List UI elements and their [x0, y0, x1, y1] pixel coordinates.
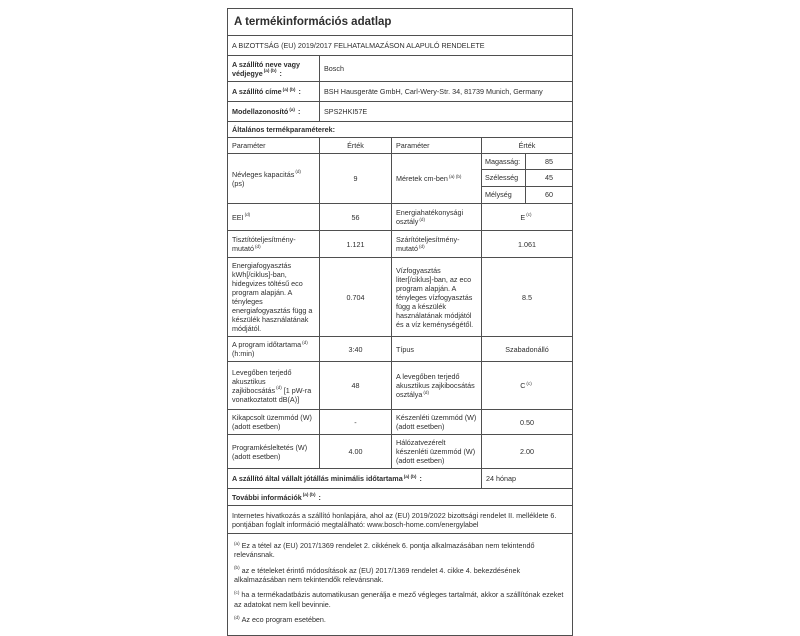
model-identifier-value: SPS2HKI57E — [324, 107, 368, 116]
regulation-row — [228, 36, 572, 56]
page-title: A termékinformációs adatlap — [234, 15, 392, 28]
footnote-marker: (d) — [276, 385, 282, 391]
param-duration-value: 3:40 — [320, 337, 392, 361]
title-row — [228, 9, 572, 36]
param-networked-standby-label: Hálózatvezérelt készenléti üzemmód (W) (adott esetben) — [392, 435, 482, 468]
footnotes-row — [228, 534, 572, 635]
footnote-marker: (c) — [234, 590, 240, 596]
footnote-marker: (c) — [526, 380, 532, 386]
supplier-name-label: A szállító neve vagy védjegye$^{(a) (b)}$ : — [228, 56, 320, 81]
column-header-parameter-2: Paraméter — [392, 138, 482, 153]
param-energy-class-label: Energiahatékonysági osztály$^{(d)}$ — [392, 204, 482, 230]
dimension-height-value: 85 — [545, 157, 553, 167]
delaystart-networked-row — [228, 435, 572, 469]
param-drying-index-value: 1.061 — [518, 239, 536, 249]
website-note-row — [228, 506, 572, 534]
param-energy-consumption-value: 0.704 — [320, 258, 392, 336]
param-standby-value: 0.50 — [520, 417, 534, 427]
param-energy-consumption-label: Energiafogyasztás kWh[/ciklus]-ban, hidegvizes töltésű eco program alapján. A tényleges energiafogyasztás függ a készülék használatának módjától. — [228, 258, 320, 336]
footnote-marker: (a) (b) — [448, 173, 462, 179]
footnote-marker: (d) — [419, 216, 425, 222]
supplier-address-row — [228, 82, 572, 102]
dimension-width-value: 45 — [545, 173, 553, 183]
product-information-sheet — [227, 8, 573, 636]
footnote-d: $^{(d)}$ Az eco program esetében. — [234, 614, 326, 625]
footnote-a: $^{(a)}$ Ez a tétel az (EU) 2017/1369 rendelet 2. cikkének 6. pontja alkalmazásában nem tekintendő relevánsnak. — [234, 540, 535, 560]
param-off-mode-value: - — [320, 410, 392, 434]
param-drying-index-label: Szárítóteljesítmény-mutató$^{(d)}$ — [392, 231, 482, 257]
general-parameters-section-row — [228, 122, 572, 138]
footnote-b: $^{(b)}$ az e tételeket érintő módosítások az (EU) 2017/1369 rendelet 4. cikke 4. bekezdésének alkalmazásában nem tekintendők relevánsnak. — [234, 565, 521, 585]
param-noise-label: Levegőben terjedő akusztikus zajkibocsátás$^{(d)}$ [1 pW-ra vonatkoztatott dB(A)] — [228, 362, 320, 409]
footnote-marker: (b) — [234, 565, 240, 571]
footnote-marker: (a) (b) — [282, 86, 296, 92]
footnotes-block — [228, 534, 572, 635]
capacity-dimensions-row — [228, 154, 572, 204]
regulation-subtitle: A BIZOTTSÁG (EU) 2019/2017 FELHATALMAZÁSON ALAPULÓ RENDELETE — [232, 41, 485, 50]
supplier-address-label: A szállító címe$^{(a) (b)}$ : — [228, 82, 320, 101]
param-standby-label: Készenléti üzemmód (W) (adott esetben) — [392, 410, 482, 434]
eei-energyclass-row — [228, 204, 572, 231]
dimension-height-label: Magasság: — [482, 154, 526, 169]
model-identifier-label: Modellazonosító$^{(a)}$ : — [228, 102, 320, 121]
param-cleaning-index-value: 1.121 — [320, 231, 392, 257]
offmode-standby-row — [228, 410, 572, 435]
column-header-row — [228, 138, 572, 154]
param-water-consumption-value: 8.5 — [522, 292, 532, 302]
footnote-marker: (d) — [234, 614, 240, 620]
param-capacity-label: Névleges kapacitás$^{(d)}$(ps) — [228, 154, 320, 203]
website-note-text: Internetes hivatkozás a szállító honlapjára, ahol az (EU) 2019/2022 bizottsági rendelet II. melléklete 6. pontjában foglalt információ megtalálható: www.bosch-home.com/energylabel — [232, 510, 557, 529]
footnote-marker: (a) — [234, 540, 240, 546]
footnote-marker: (a) (b) — [263, 68, 277, 74]
dimension-row-depth — [482, 187, 572, 203]
footnote-marker: (a) — [289, 106, 295, 112]
param-delay-start-label: Programkésleltetés (W) (adott esetben) — [228, 435, 320, 468]
duration-type-row — [228, 337, 572, 362]
additional-info-label: További információk$^{(a) (b)}$ : — [232, 492, 321, 502]
footnote-marker: (a) (b) — [302, 492, 316, 498]
model-identifier-row — [228, 102, 572, 122]
dimension-depth-label: Mélység — [482, 187, 526, 203]
param-delay-start-value: 4.00 — [320, 435, 392, 468]
supplier-address-value: BSH Hausgeräte GmbH, Carl-Wery-Str. 34, 81739 Munich, Germany — [324, 87, 543, 96]
guarantee-row — [228, 469, 572, 489]
dimension-row-height — [482, 154, 572, 170]
param-off-mode-label: Kikapcsolt üzemmód (W) (adott esetben) — [228, 410, 320, 434]
footnote-marker: (a) (b) — [403, 473, 417, 479]
param-capacity-value: 9 — [320, 154, 392, 203]
guarantee-value: 24 hónap — [486, 474, 516, 483]
cleaning-drying-row — [228, 231, 572, 258]
energy-water-row — [228, 258, 572, 337]
param-eei-label: EEI$^{(d)}$ — [228, 204, 320, 230]
column-header-parameter-1: Paraméter — [228, 138, 320, 153]
column-header-value-1: Érték — [320, 138, 392, 153]
footnote-marker: (d) — [302, 339, 308, 345]
general-parameters-title: Általános termékparaméterek: — [232, 125, 336, 134]
supplier-name-row — [228, 56, 572, 82]
footnote-marker: (d) — [254, 243, 261, 249]
guarantee-label: A szállító által vállalt jótállás minimális időtartama$^{(a) (b)}$ : — [228, 469, 482, 488]
dimension-row-width — [482, 170, 572, 186]
param-noise-class-value: $C^{(c)}$ — [520, 380, 532, 390]
param-type-value: Szabadonálló — [505, 344, 549, 354]
param-networked-standby-value: 2.00 — [520, 447, 534, 456]
supplier-name-value: Bosch — [324, 64, 344, 73]
dimensions-table — [482, 154, 572, 203]
footnote-c: $^{(c)}$ ha a termékadatbázis automatikusan generálja e mező végleges tartalmát, akkor a szállítónak ezeket az adatokat nem kell bevinnie. — [234, 590, 564, 609]
additional-info-row — [228, 489, 572, 506]
param-water-consumption-label: Vízfogyasztás liter[/ciklus]-ban, az eco program alapján. A tényleges vízfogyasztás függ a készülék használatának módjától és a víz keménységétől. — [392, 258, 482, 336]
footnote-marker: (d) — [244, 212, 251, 218]
noise-row — [228, 362, 572, 410]
param-cleaning-index-label: Tisztítóteljesítmény-mutató$^{(d)}$ — [228, 231, 320, 257]
param-energy-class-value: $E^{(c)}$ — [520, 212, 532, 222]
column-header-value-2: Érték — [518, 141, 536, 150]
param-duration-label: A program időtartama$^{(d)}$(h:min) — [228, 337, 320, 361]
param-type-label: Típus — [392, 337, 482, 361]
param-eei-value: 56 — [320, 204, 392, 230]
dimension-depth-value: 60 — [545, 190, 553, 200]
footnote-marker: (d) — [295, 169, 301, 175]
param-dimensions-label: Méretek cm-ben$^{(a) (b)}$ — [392, 154, 482, 203]
param-noise-value: 48 — [320, 362, 392, 409]
footnote-marker: (d) — [423, 389, 429, 395]
footnote-marker: (c) — [526, 212, 532, 218]
dimension-width-label: Szélesség — [482, 170, 526, 185]
footnote-marker: (d) — [418, 243, 425, 249]
param-noise-class-label: A levegőben terjedő akusztikus zajkibocsátás osztálya$^{(d)}$ — [392, 362, 482, 409]
